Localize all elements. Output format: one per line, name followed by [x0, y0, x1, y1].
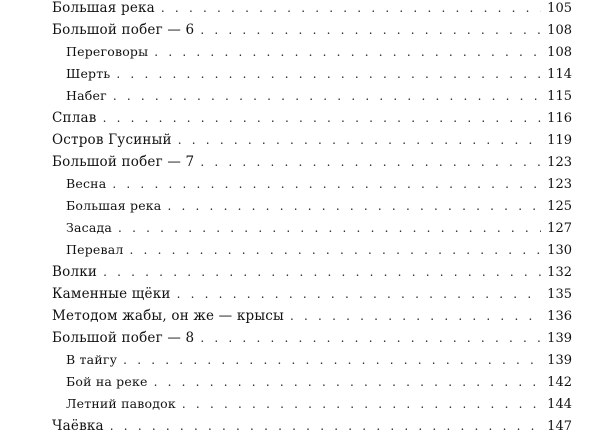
toc-entry-page: 123 [547, 177, 572, 192]
dot-leader [200, 155, 541, 169]
toc-entry-title: Засада [66, 220, 113, 235]
toc-subentry[interactable] [66, 242, 572, 264]
dot-leader [290, 309, 541, 323]
toc-subentry[interactable] [66, 176, 572, 198]
toc-entry-title: Каменные щёки [52, 286, 171, 302]
toc-entry-title: Шерть [66, 66, 111, 81]
dot-leader [103, 265, 541, 279]
toc-subentry[interactable] [66, 396, 572, 418]
toc-entry[interactable] [52, 308, 572, 330]
toc-subentry[interactable] [66, 352, 572, 374]
dot-leader [123, 353, 541, 367]
toc-entry[interactable] [52, 0, 572, 22]
toc-entry-title: Переговоры [66, 44, 149, 59]
toc-entry-page: 108 [547, 45, 572, 60]
toc-entry[interactable] [52, 418, 572, 440]
dot-leader [200, 23, 541, 37]
dot-leader [113, 89, 541, 103]
toc-entry-page: 144 [547, 397, 572, 412]
toc-entry[interactable] [52, 154, 572, 176]
toc-entry[interactable] [52, 22, 572, 44]
toc-entry-title: Большой побег — 8 [52, 330, 195, 346]
dot-leader [178, 133, 541, 147]
toc-entry-title: Перевал [66, 242, 124, 257]
toc-entry-page: 116 [547, 111, 572, 126]
toc-entry[interactable] [52, 286, 572, 308]
toc-entry-title: Сплав [52, 110, 97, 126]
toc-entry-page: 135 [547, 287, 572, 302]
toc-entry-page: 108 [547, 23, 572, 38]
dot-leader [167, 199, 541, 213]
toc-subentry[interactable] [66, 66, 572, 88]
toc-entry-title: Большой побег — 7 [52, 154, 195, 170]
toc-entry[interactable] [52, 264, 572, 286]
toc-entry-page: 127 [547, 221, 572, 236]
dot-leader [182, 397, 541, 411]
toc-entry-page: 132 [547, 265, 572, 280]
toc-entry-page: 125 [547, 199, 572, 214]
dot-leader [130, 243, 542, 257]
toc-subentry[interactable] [66, 374, 572, 396]
toc-entry-page: 142 [547, 375, 572, 390]
dot-leader [110, 419, 541, 433]
dot-leader [200, 331, 541, 345]
toc-subentry[interactable] [66, 220, 572, 242]
toc-entry-page: 147 [547, 419, 572, 434]
toc-entry-title: Большая река [52, 0, 155, 16]
dot-leader [116, 67, 541, 81]
dot-leader [154, 375, 542, 389]
toc-subentry[interactable] [66, 198, 572, 220]
toc-entry-page: 119 [547, 133, 572, 148]
toc-entry-title: Волки [52, 264, 98, 280]
toc-entry-page: 136 [547, 309, 572, 324]
toc-entry-title: Набег [66, 88, 107, 103]
dot-leader [154, 45, 541, 59]
toc-entry-title: Бой на реке [66, 374, 148, 389]
toc-entry-title: Летний паводок [66, 396, 176, 411]
toc-entry-page: 105 [547, 1, 572, 16]
toc-entry-title: Чаёвка [52, 418, 104, 434]
toc-entry[interactable] [52, 330, 572, 352]
toc-subentry[interactable] [66, 88, 572, 110]
toc-entry-title: Весна [66, 176, 107, 191]
toc-entry-page: 114 [547, 67, 572, 82]
toc-entry-page: 130 [547, 243, 572, 258]
toc-entry-title: Большой побег — 6 [52, 22, 195, 38]
toc-entry-page: 139 [547, 353, 572, 368]
dot-leader [177, 287, 542, 301]
dot-leader [103, 111, 542, 125]
toc-entry-page: 123 [547, 155, 572, 170]
toc-entry[interactable] [52, 132, 572, 154]
toc-entry[interactable] [52, 110, 572, 132]
toc-entry-page: 115 [547, 89, 572, 104]
toc-entry-title: Большая река [66, 198, 162, 213]
dot-leader [112, 177, 541, 191]
dot-leader [118, 221, 541, 235]
toc-entry-title: В тайгу [66, 352, 118, 367]
dot-leader [161, 1, 541, 15]
toc-entry-page: 139 [547, 331, 572, 346]
toc-subentry[interactable] [66, 44, 572, 66]
toc-entry-title: Методом жабы, он же — крысы [52, 308, 284, 324]
toc-entry-title: Остров Гусиный [52, 132, 172, 148]
